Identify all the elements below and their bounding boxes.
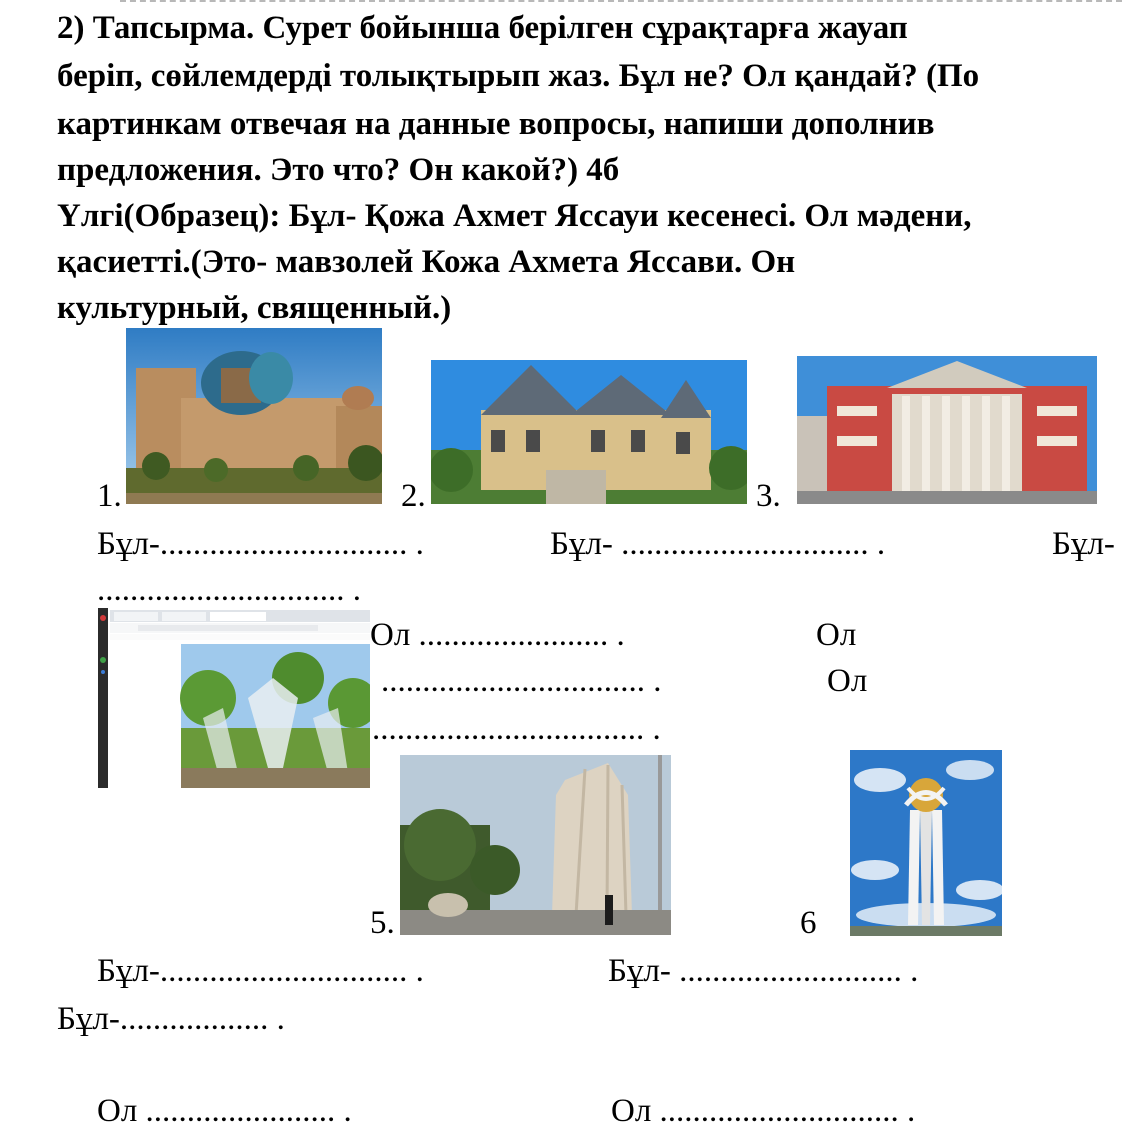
photo-yasawi-mausoleum bbox=[126, 328, 382, 504]
example-line-1: Үлгі(Образец): Бұл- Қожа Ахмет Яссауи кесенесі. Ол мәдени, bbox=[57, 198, 972, 234]
answer-bul-6: Бұл- ........................... . bbox=[608, 953, 919, 989]
answer-ol-1-continued: ................................ . bbox=[381, 663, 662, 699]
photo-conical-mausoleum bbox=[400, 755, 671, 935]
task-line-2: беріп, сөйлемдерді толықтырып жаз. Бұл не? Ол қандай? (По bbox=[57, 58, 980, 94]
number-5: 5. bbox=[370, 905, 395, 941]
number-3: 3. bbox=[756, 478, 781, 514]
answer-bul-5: Бұл-.............................. . bbox=[97, 953, 424, 989]
number-6: 6 bbox=[800, 905, 817, 941]
number-1: 1. bbox=[97, 478, 122, 514]
answer-bul-3: Бұл- bbox=[1052, 526, 1115, 562]
cropped-previous-line bbox=[120, 0, 1122, 5]
answer-ol-line: ................................. . bbox=[372, 711, 661, 747]
answer-ol-3: Ол bbox=[827, 663, 868, 699]
number-2: 2. bbox=[401, 478, 426, 514]
example-line-3: культурный, священный.) bbox=[57, 290, 452, 326]
answer-ol-5: Ол ....................... . bbox=[97, 1093, 352, 1129]
answer-dots-wrap: .............................. . bbox=[97, 572, 361, 608]
photo-red-government-building bbox=[797, 356, 1097, 504]
photo-bayterek-tower bbox=[850, 750, 1002, 936]
answer-bul-1: Бұл-.............................. . bbox=[97, 526, 424, 562]
answer-ol-1: Ол ....................... . bbox=[370, 617, 625, 653]
example-line-2: қасиетті.(Это- мавзолей Кожа Ахмета Яссави. Он bbox=[57, 244, 796, 280]
answer-ol-6: Ол ............................. . bbox=[611, 1093, 916, 1129]
task-line-1: 2) Тапсырма. Сурет бойынша берілген сұрақтарға жауап bbox=[57, 10, 908, 46]
answer-ol-2: Ол bbox=[816, 617, 857, 653]
task-line-3: картинкам отвечая на данные вопросы, напиши дополнив bbox=[57, 106, 935, 142]
answer-bul-2: Бұл- .............................. . bbox=[550, 526, 886, 562]
photo-browser-screenshot bbox=[98, 608, 370, 788]
answer-bul-4: Бұл-.................. . bbox=[57, 1001, 285, 1037]
photo-palace bbox=[431, 360, 747, 504]
task-line-4: предложения. Это что? Он какой?) 4б bbox=[57, 152, 620, 188]
